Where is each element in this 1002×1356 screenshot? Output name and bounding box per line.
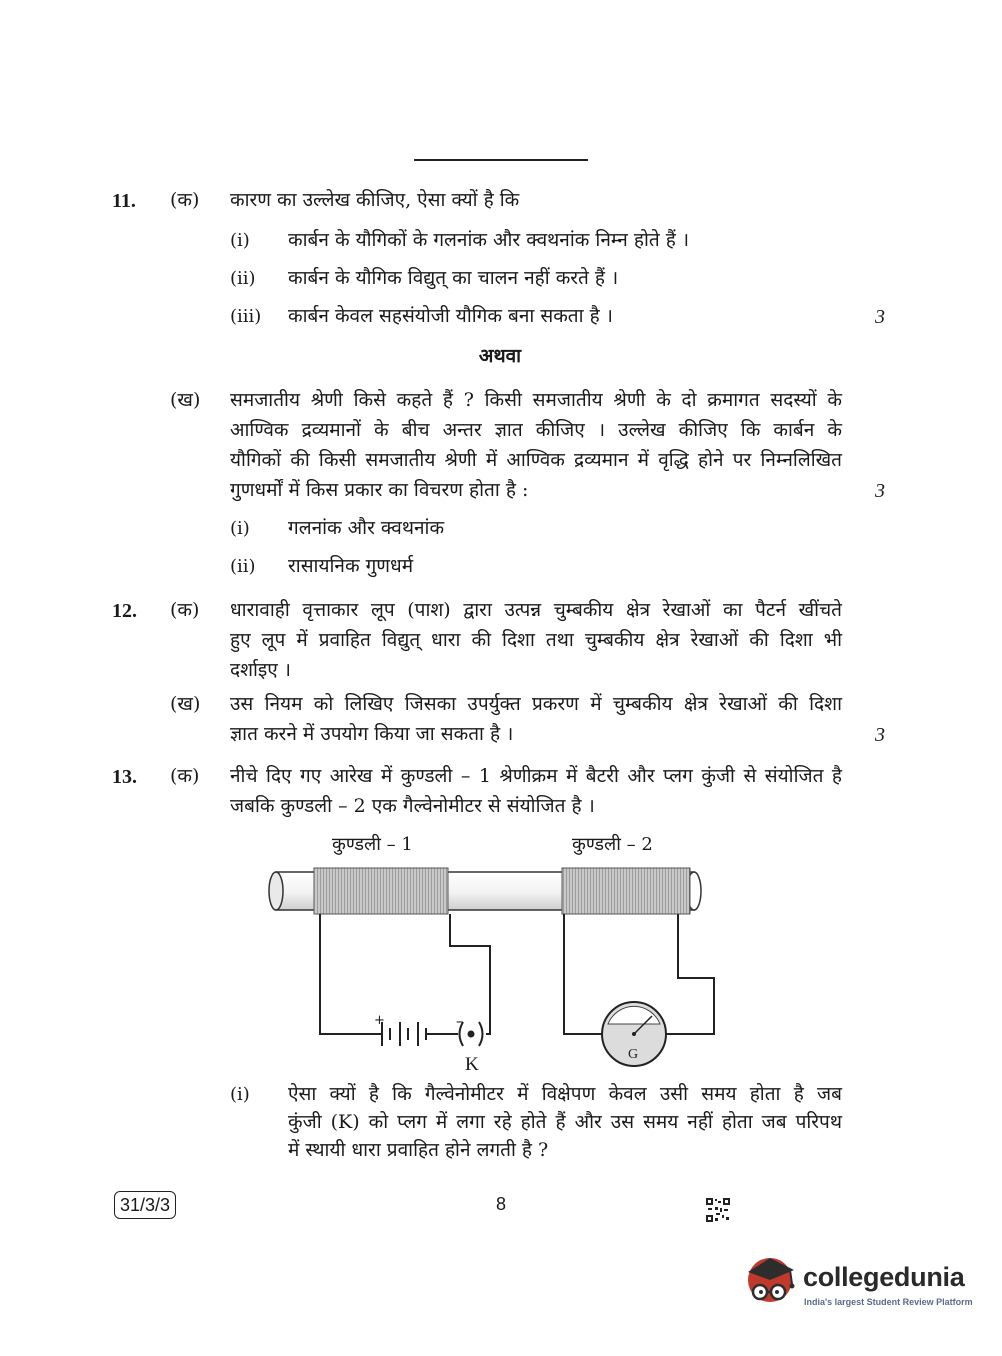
q11-item-2-text: कार्बन के यौगिक विद्युत् का चालन नहीं करते हैं । (288, 267, 619, 289)
q12-marks: 3 (875, 724, 885, 746)
q11-number: 11. (112, 190, 136, 212)
q11-item-3-label: (iii) (230, 306, 262, 327)
battery-minus-sign: – (456, 1012, 464, 1030)
q11-b-item-1-text: गलनांक और क्वथनांक (288, 517, 445, 539)
q11-b-item-2-label: (ii) (230, 556, 256, 577)
paper-code: 31/3/3 (114, 1191, 176, 1219)
top-divider (414, 159, 588, 161)
q12-part-a-line-1: धारावाही वृत्ताकार लूप (पाश) द्वारा उत्पन्न चुम्बकीय क्षेत्र रेखाओं का पैटर्न खींचते (230, 599, 842, 621)
coil-circuit-diagram (260, 858, 730, 1078)
q11-item-3-text: कार्बन केवल सहसंयोजी यौगिक बना सकता है । (288, 305, 613, 327)
coil-2-label: कुण्डली – 2 (572, 834, 653, 855)
q11-marks-b: 3 (875, 480, 885, 502)
q12-part-a-line-2: हुए लूप में प्रवाहित विद्युत् धारा की दिशा तथा चुम्बकीय क्षेत्र रेखाओं की दिशा भी (230, 629, 842, 651)
coil-1 (314, 868, 448, 914)
q12-part-b-label: (ख) (170, 693, 201, 715)
page-number: 8 (496, 1194, 507, 1214)
q11-part-b-line-2: आण्विक द्रव्यमानों के बीच अन्तर ज्ञात कीजिए । उल्लेख कीजिए कि कार्बन के (230, 419, 842, 441)
q11-marks-a: 3 (875, 306, 885, 328)
qr-code (706, 1198, 730, 1222)
q11-part-a-text: कारण का उल्लेख कीजिए, ऐसा क्यों है कि (230, 189, 520, 211)
q13-number: 13. (112, 766, 137, 788)
q11-part-b-line-3: यौगिकों की किसी समजातीय श्रेणी में आण्विक द्रव्यमान में वृद्धि होने पर निम्नलिखित (230, 449, 842, 471)
battery (374, 1022, 458, 1046)
q11-part-b-label: (ख) (170, 389, 201, 411)
q13-part-a-line-1: नीचे दिए गए आरेख में कुण्डली – 1 श्रेणीक्रम में बैटरी और प्लग कुंजी से संयोजित है (230, 765, 842, 787)
q13-sub-1-label: (i) (230, 1084, 250, 1105)
circuit-1-wires (320, 914, 490, 1034)
q13-sub-1-line-3: में स्थायी धारा प्रवाहित होने लगती है ? (288, 1139, 549, 1161)
galvanometer-label: G (628, 1047, 639, 1062)
q11-part-b-line-4: गुणधर्मों में किस प्रकार का विचरण होता है : (230, 479, 529, 501)
q13-part-a-line-2: जबकि कुण्डली – 2 एक गैल्वेनोमीटर से संयोजित है । (230, 795, 595, 817)
brand-tagline: India's largest Student Review Platform (804, 1297, 973, 1307)
q11-part-b-line-1: समजातीय श्रेणी किसे कहते हैं ? किसी समजातीय श्रेणी के दो क्रमागत सदस्यों के (230, 389, 842, 411)
q13-sub-1-line-2: कुंजी (K) को प्लग में लगा रहे होते हैं और उस समय नहीं होता जब परिपथ (288, 1111, 842, 1133)
key-label: K (465, 1054, 479, 1075)
q12-part-b-line-2: ज्ञात करने में उपयोग किया जा सकता है । (230, 723, 514, 745)
q11-item-1-text: कार्बन के यौगिकों के गलनांक और क्वथनांक निम्न होते हैं । (288, 229, 690, 251)
coil-2 (562, 868, 690, 914)
q11-b-item-2-text: रासायनिक गुणधर्म (288, 555, 414, 577)
q12-number: 12. (112, 600, 137, 622)
coil-1-label: कुण्डली – 1 (332, 834, 413, 855)
q11-item-1-label: (i) (230, 230, 250, 251)
q12-part-b-line-1: उस नियम को लिखिए जिसका उपर्युक्त प्रकरण में चुम्बकीय क्षेत्र रेखाओं की दिशा (230, 693, 842, 715)
brand-mascot-icon (740, 1250, 800, 1312)
q11-item-2-label: (ii) (230, 268, 256, 289)
q12-part-a-label: (क) (170, 599, 200, 621)
q13-part-a-label: (क) (170, 765, 200, 787)
battery-plus-sign: + (374, 1013, 385, 1028)
q11-part-a-label: (क) (170, 189, 200, 211)
q11-b-item-1-label: (i) (230, 518, 250, 539)
q13-sub-1-line-1: ऐसा क्यों है कि गैल्वेनोमीटर में विक्षेपण केवल उसी समय होता है जब (288, 1083, 842, 1105)
brand-name: collegedunia (803, 1262, 965, 1292)
q11-or-divider: अथवा (478, 345, 522, 367)
q12-part-a-line-3: दर्शाइए । (230, 659, 292, 681)
